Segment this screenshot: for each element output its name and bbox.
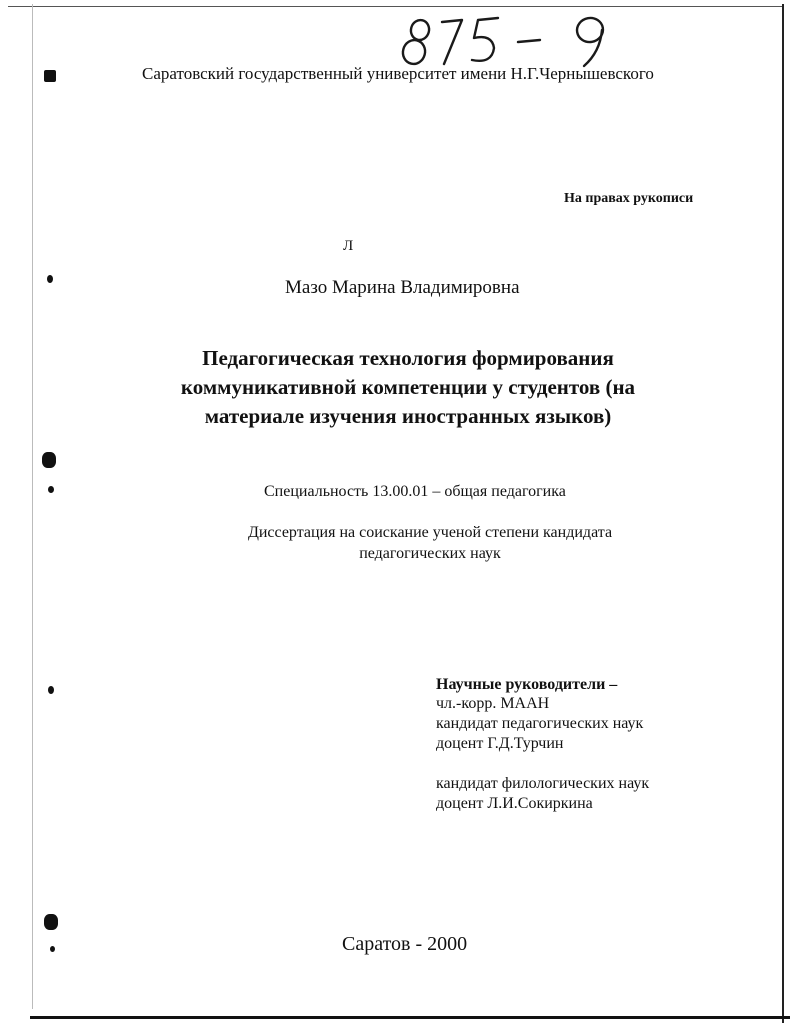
dissertation-title [0, 344, 791, 431]
manuscript-rights-note: На правах рукописи [564, 191, 694, 206]
binder-mark [47, 275, 53, 283]
binder-mark [50, 946, 55, 952]
binder-mark [48, 486, 54, 493]
advisors-heading: Научные руководители – [436, 676, 618, 693]
scan-edge-bottom [30, 1016, 790, 1019]
scan-edge-left [32, 4, 33, 1009]
degree-statement [0, 522, 791, 564]
binder-mark [44, 70, 56, 82]
advisor-2-line: доцент Л.И.Сокиркина [436, 795, 593, 812]
university-name: Саратовский государственный университет имени Н.Г.Чернышевского [142, 64, 654, 83]
advisor-1-line: доцент Г.Д.Турчин [436, 735, 564, 752]
advisor-2-line: кандидат филологических наук [436, 775, 650, 792]
binder-mark [44, 914, 58, 930]
title-line: материале изучения иностранных языков) [204, 404, 612, 428]
advisor-1-line: чл.-корр. МААН [436, 695, 550, 712]
binder-mark [42, 452, 56, 468]
handwritten-archive-number [400, 8, 630, 70]
title-line: коммуникативной компетенции у студентов (на [180, 375, 636, 399]
scan-edge-right [782, 4, 784, 1023]
scan-edge-top [8, 6, 783, 7]
title-line: Педагогическая технология формирования [202, 346, 614, 370]
degree-line: Диссертация на соискание ученой степени кандидата [247, 524, 613, 541]
specialty: Специальность 13.00.01 – общая педагогика [264, 483, 566, 500]
author-name: Мазо Марина Владимировна [285, 277, 520, 298]
advisor-1-line: кандидат педагогических наук [436, 715, 644, 732]
stray-mark: Л [343, 238, 354, 254]
degree-line: педагогических наук [359, 545, 501, 562]
city-year: Саратов - 2000 [342, 933, 468, 955]
binder-mark [48, 686, 54, 694]
